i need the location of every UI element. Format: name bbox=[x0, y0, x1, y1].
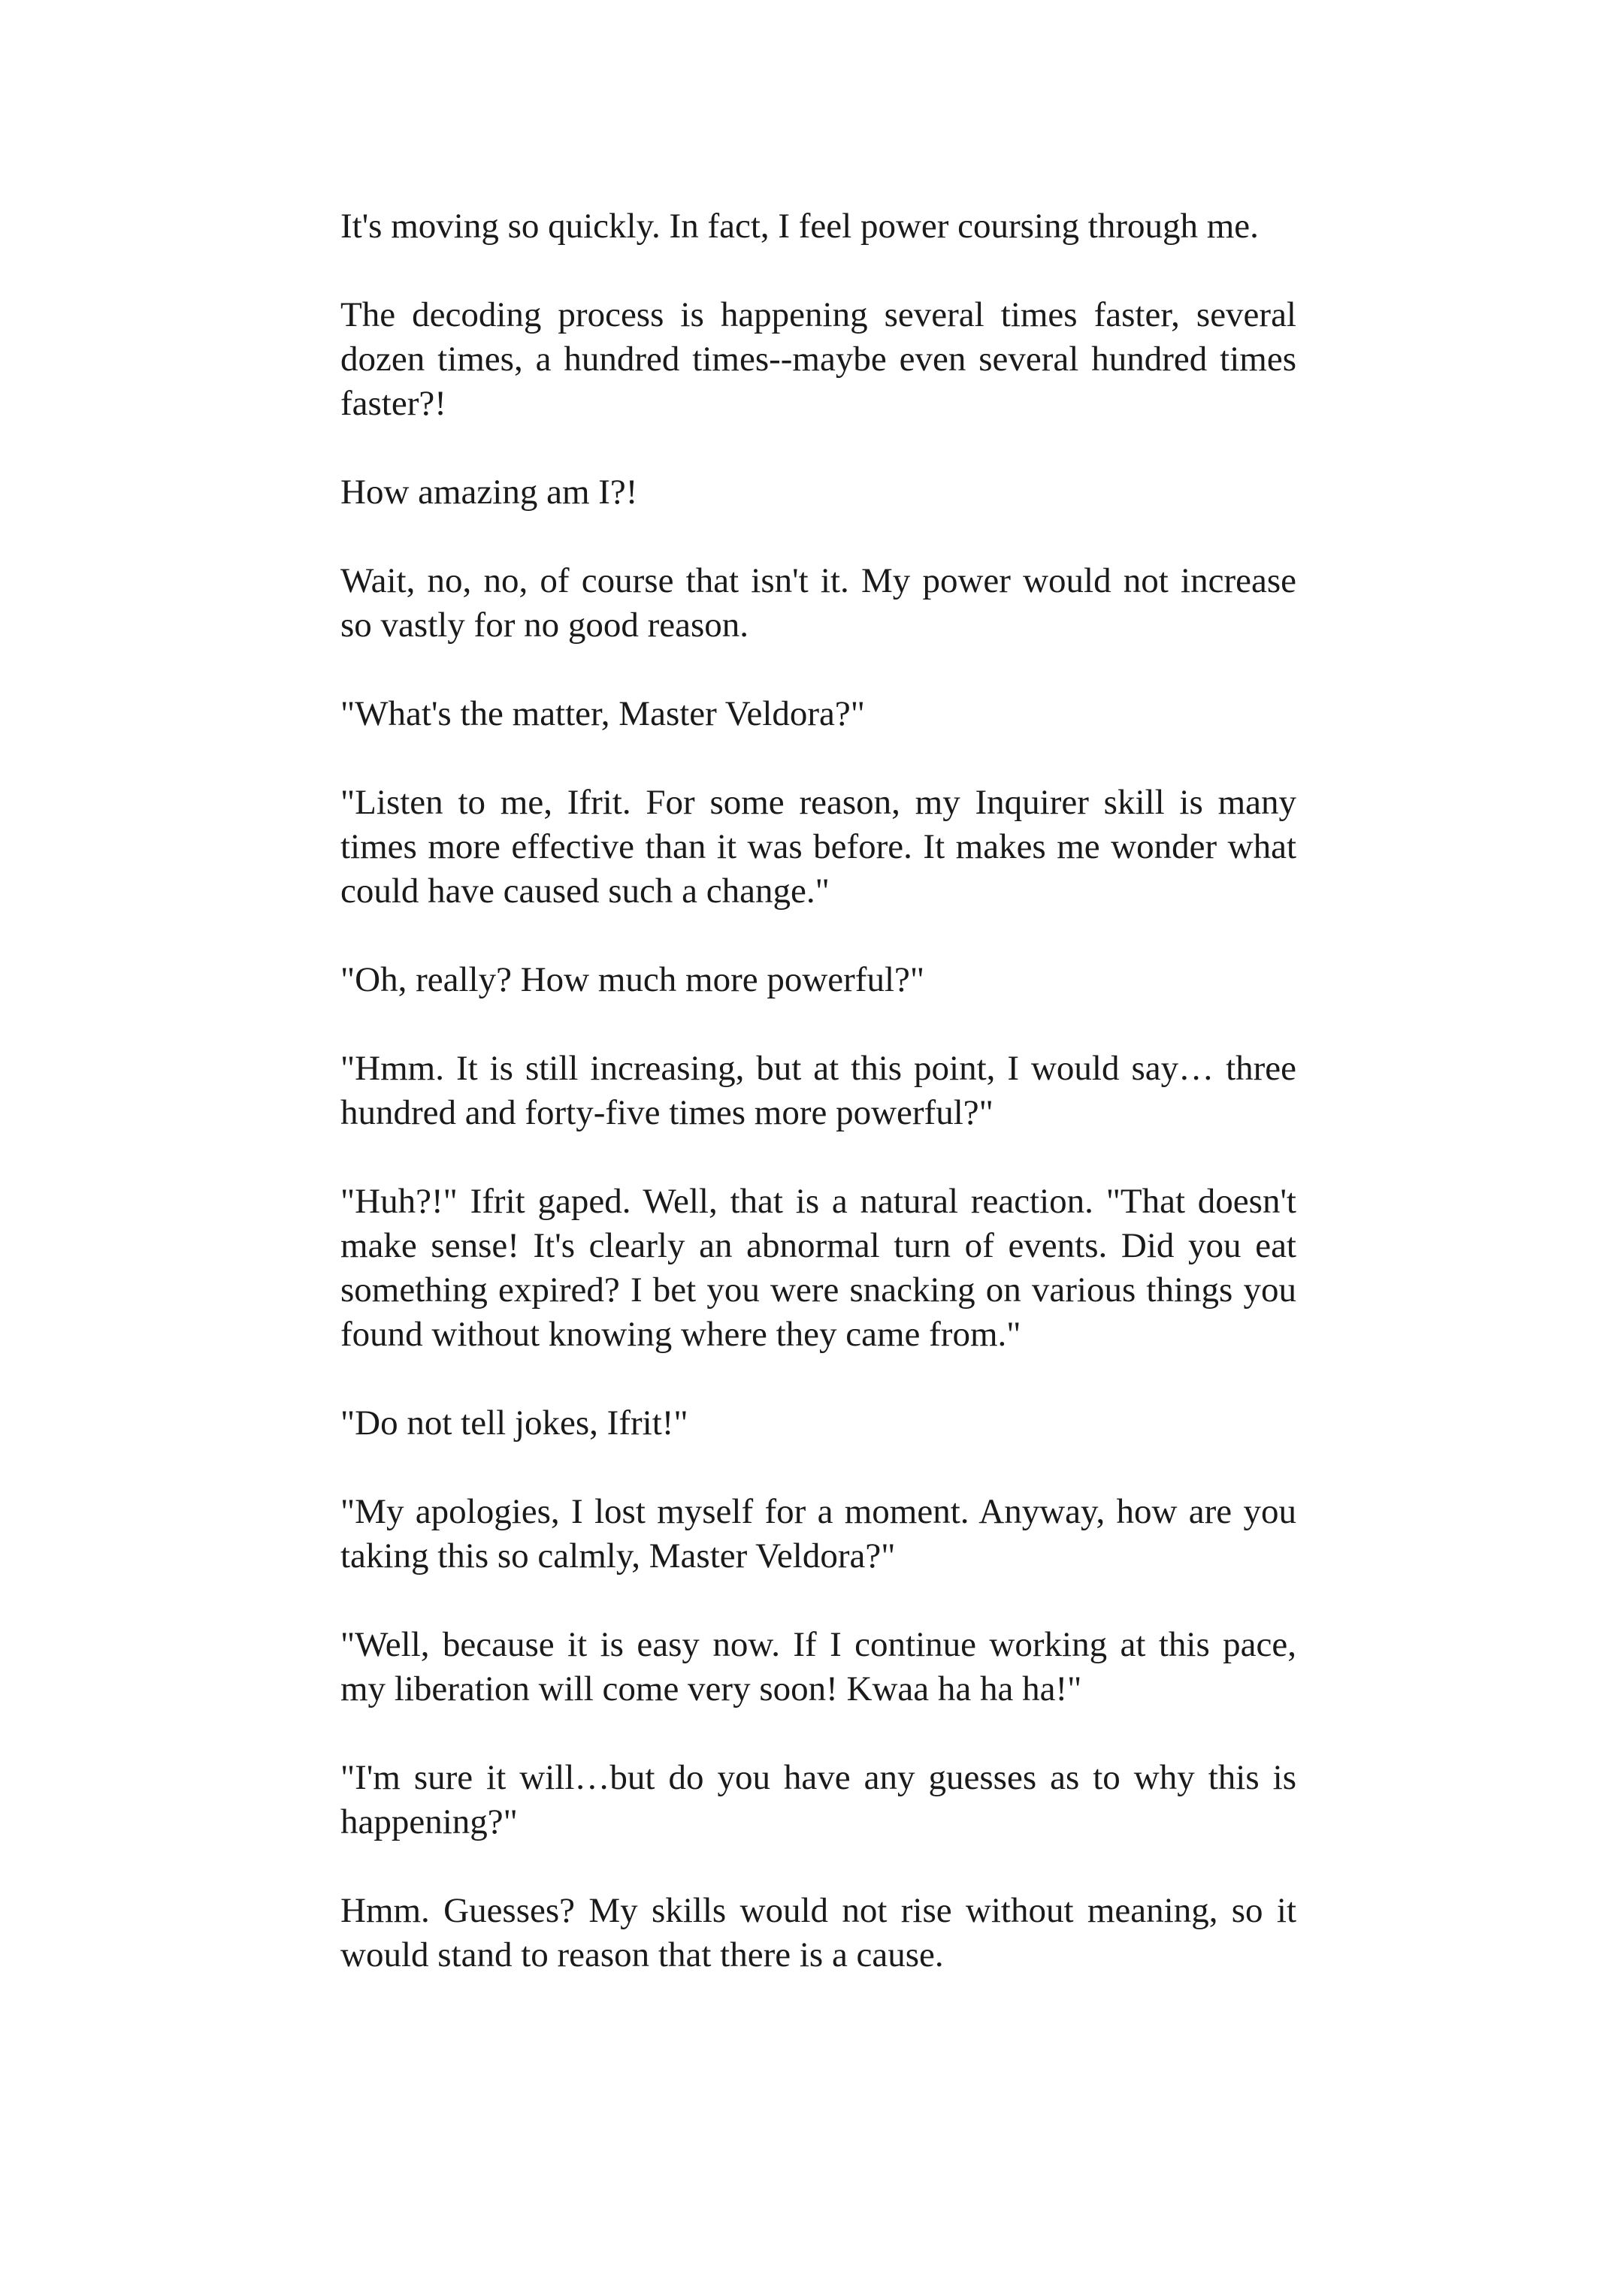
paragraph-11: "My apologies, I lost myself for a moment. Anyway, how are you taking this so calmly, Master Veldora?" bbox=[340, 1492, 1296, 1575]
paragraph-8: "Hmm. It is still increasing, but at this point, I would say… three hundred and forty-five times more powerful?" bbox=[340, 1049, 1296, 1132]
paragraph-12: "Well, because it is easy now. If I continue working at this pace, my liberation will come very soon! Kwaa ha ha ha!" bbox=[340, 1625, 1296, 1708]
paragraph-14: Hmm. Guesses? My skills would not rise without meaning, so it would stand to reason that there is a cause. bbox=[340, 1891, 1296, 1974]
paragraph-1: It's moving so quickly. In fact, I feel power coursing through me. bbox=[340, 207, 1259, 246]
paragraph-4: Wait, no, no, of course that isn't it. My power would not increase so vastly for no good reason. bbox=[340, 561, 1296, 645]
paragraph-3: How amazing am I?! bbox=[340, 473, 638, 512]
paragraph-9: "Huh?!" Ifrit gaped. Well, that is a natural reaction. "That doesn't make sense! It's clearly an abnormal turn of events. Did you eat something expired? I bet you were snacking on various things you found without knowing where they came from." bbox=[340, 1182, 1296, 1354]
body-text bbox=[340, 204, 1296, 1977]
paragraph-13: "I'm sure it will…but do you have any guesses as to why this is happening?" bbox=[340, 1758, 1296, 1841]
paragraph-2: The decoding process is happening several times faster, several dozen times, a hundred times--maybe even several hundred times faster?! bbox=[340, 295, 1296, 423]
paragraph-6: "Listen to me, Ifrit. For some reason, my Inquirer skill is many times more effective than it was before. It makes me wonder what could have caused such a change." bbox=[340, 783, 1296, 911]
paragraph-7: "Oh, really? How much more powerful?" bbox=[340, 960, 925, 999]
paragraph-5: "What's the matter, Master Veldora?" bbox=[340, 694, 865, 733]
paragraph-10: "Do not tell jokes, Ifrit!" bbox=[340, 1403, 688, 1443]
